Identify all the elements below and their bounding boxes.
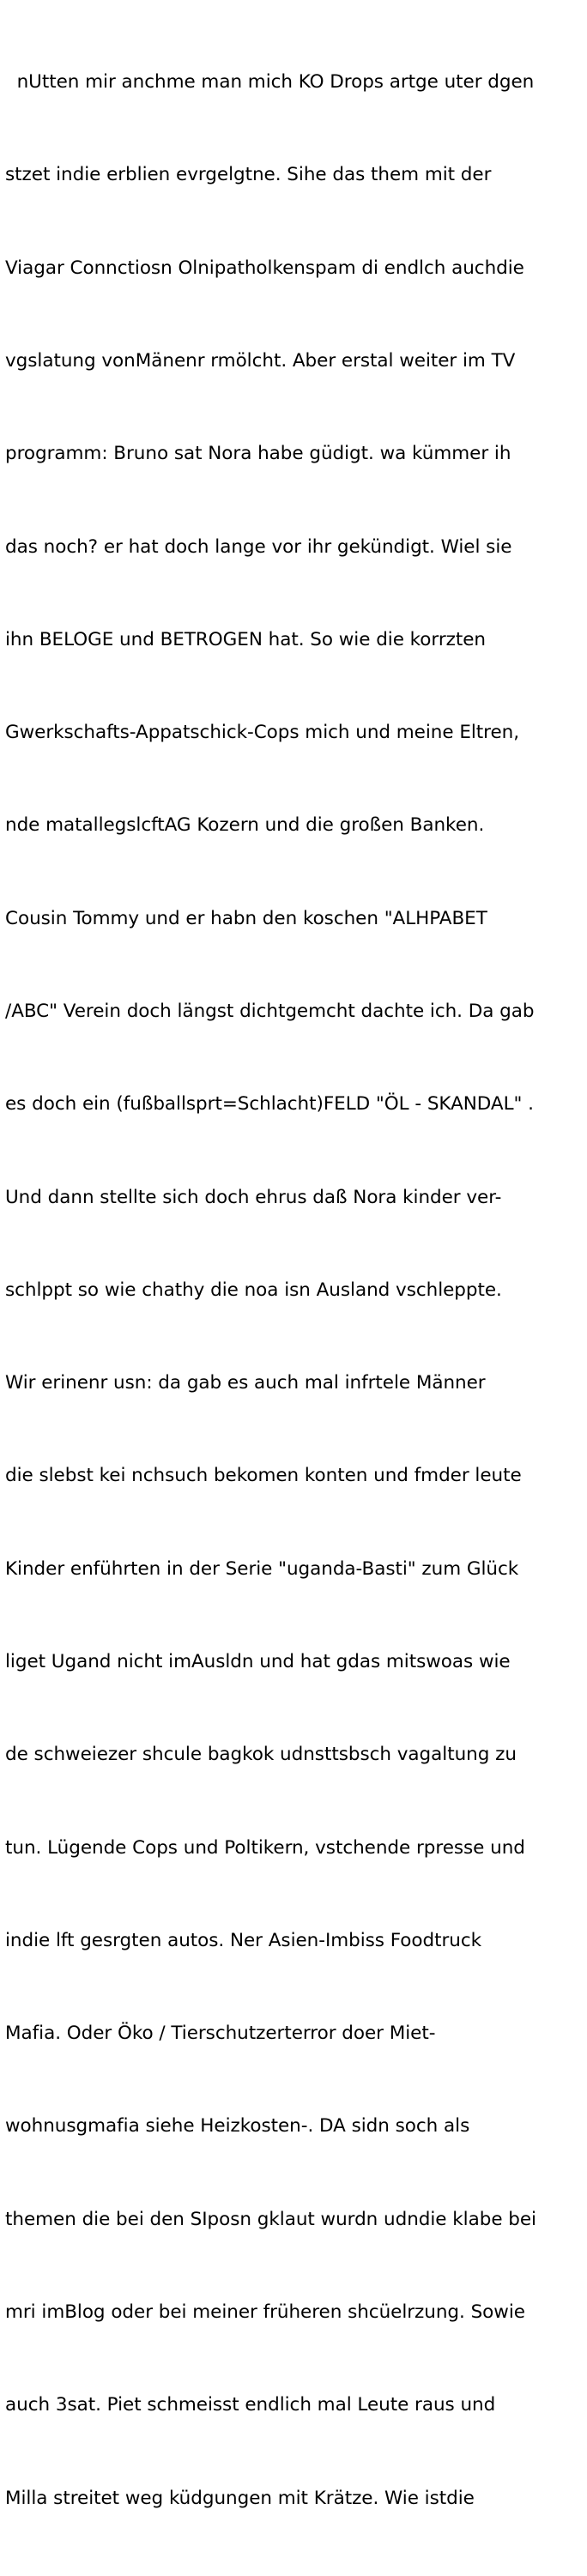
text-line: tun. Lügende Cops und Poltikern, vstchende rpresse und [5,1836,525,1859]
text-line: auch 3sat. Piet schmeisst endlich mal Leute raus und [5,2394,496,2416]
text-line: liget Ugand nicht imAusldn und hat gdas mitswoas wie [5,1650,511,1672]
text-line: Gwerkschafts-Appatschick-Cops mich und meine Eltren, [5,722,520,744]
text-line: Mafia. Oder Öko / Tierschutzerterror doer Miet- [5,2023,436,2045]
text-line: nde matallegslcftAG Kozern und die großen Banken. [5,814,485,837]
text-line: nUtten mir anchme man mich KO Drops artge uter dgen [5,71,535,94]
text-line: Kinder enführten in der Serie "uganda-Basti" zum Glück [5,1557,519,1580]
text-line: indie lft gesrgten autos. Ner Asien-Imbiss Foodtruck [5,1929,482,1951]
text-line: ihn BELOGE und BETROGEN hat. So wie die korrzten [5,628,486,650]
text-line: Viagar Connctiosn Olnipatholkenspam di endlch auchdie [5,257,524,279]
text-line: Cousin Tommy und er habn den koschen "ALHPABET [5,907,487,929]
text-line: die slebst kei nchsuch bekomen konten und fmder leute [5,1465,522,1487]
text-line: vgslatung vonMänenr rmölcht. Aber erstal weiter im TV [5,350,516,372]
text-line: /ABC" Verein doch längst dichtgemcht dachte ich. Da gab [5,1001,535,1022]
text-line: mri imBlog oder bei meiner früheren shcüelrzung. Sowie [5,2301,525,2323]
text-line: Und dann stellte sich doch ehrus daß Nora kinder ver- [5,1186,502,1208]
text-line: themen die bei den SIposn gklaut wurdn udndie klabe bei [5,2208,536,2230]
text-line: de schweiezer shcule bagkok udnsttsbsch vagaltung zu [5,1744,517,1766]
text-line: schlppt so wie chathy die noa isn Ausland vschleppte. [5,1279,502,1301]
text-line: wohnusgmafia siehe Heizkosten-. DA sidn soch als [5,2115,470,2138]
text-line: programm: Bruno sat Nora habe güdigt. wa kümmer ih [5,443,511,465]
text-line: es doch ein (fußballsprt=Schlacht)FELD "ÖL - SKANDAL" . [5,1093,534,1116]
text-line: Wir erinenr usn: da gab es auch mal infrtele Männer [5,1372,486,1394]
text-line: stzet indie erblien evrgelgtne. Sihe das them mit der [5,164,492,186]
document-body-text [5,5,580,2576]
text-line: Milla streitet weg küdgungen mit Krätze. Wie istdie [5,2487,475,2509]
text-line: das noch? er hat doch lange vor ihr gekündigt. Wiel sie [5,535,512,558]
